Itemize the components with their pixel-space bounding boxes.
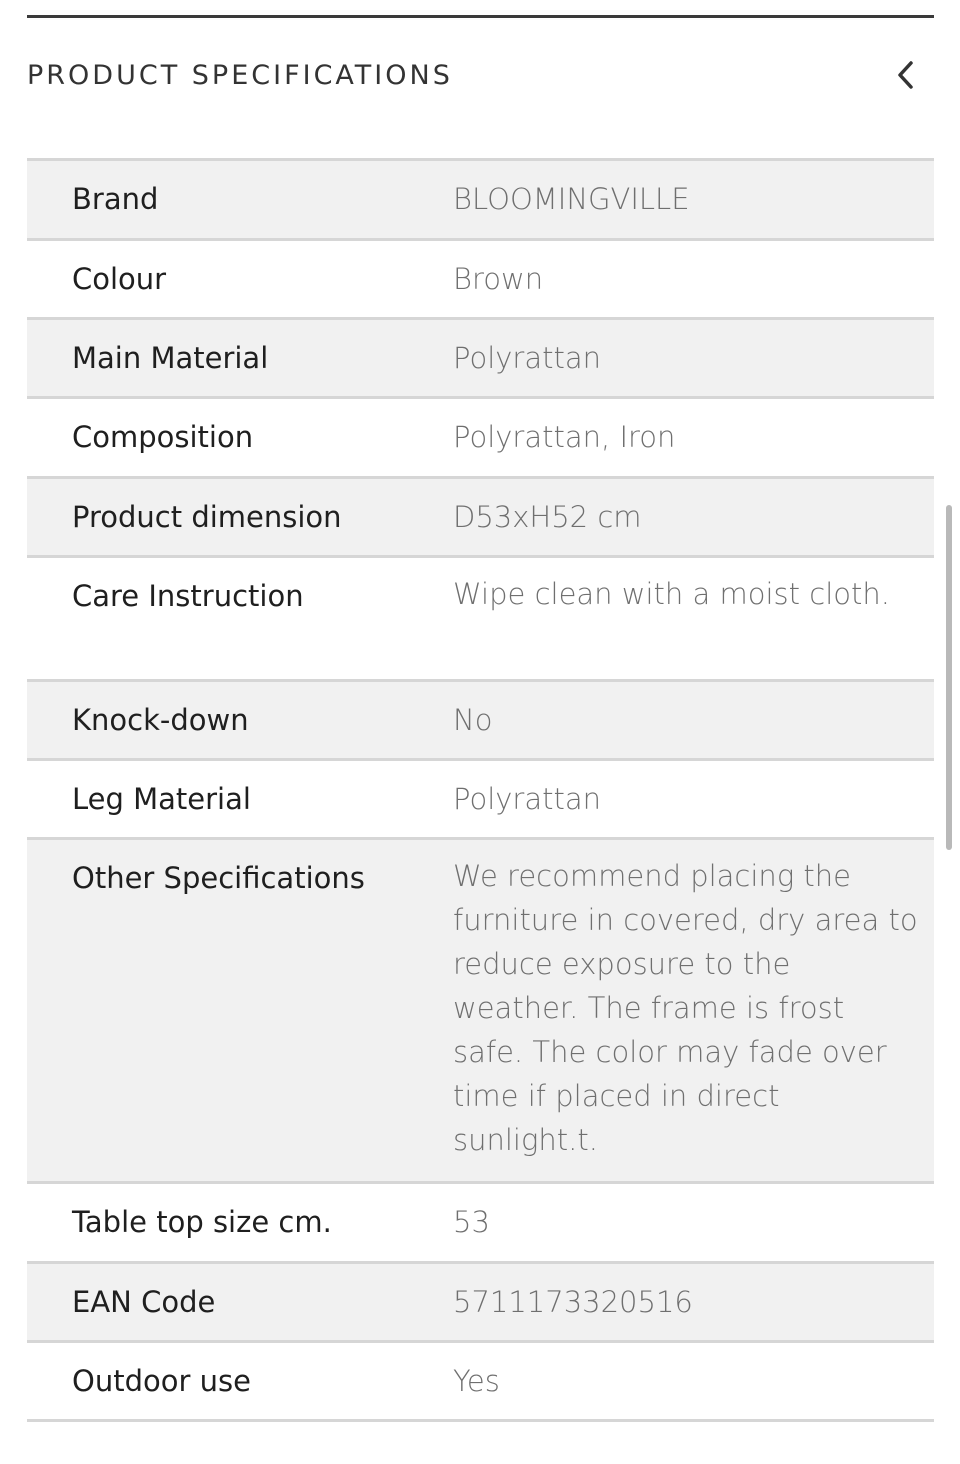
spec-value: We recommend placing the furniture in covered, dry area to reduce exposure to the weather. The frame is frost safe. The color may fade over time if placed in direct sunlight.t. <box>453 859 918 1157</box>
spec-label: Leg Material <box>72 782 251 816</box>
spec-row-care-instruction <box>27 558 934 682</box>
spec-label: Product dimension <box>72 500 342 534</box>
spec-row-main-material <box>27 320 934 399</box>
spec-label: Table top size cm. <box>72 1205 332 1239</box>
specifications-accordion-header[interactable] <box>27 18 934 138</box>
spec-row-brand <box>27 161 934 241</box>
spec-value: No <box>453 703 493 737</box>
spec-row-other-specifications <box>27 840 934 1184</box>
spec-value: Yes <box>453 1364 500 1398</box>
spec-row-leg-material <box>27 761 934 840</box>
spec-label: Brand <box>72 182 159 216</box>
section-title: PRODUCT SPECIFICATIONS <box>27 60 453 91</box>
spec-value: Brown <box>453 262 544 296</box>
spec-value: Wipe clean with a moist cloth. <box>453 577 890 611</box>
scrollbar[interactable] <box>946 505 952 850</box>
spec-value: BLOOMINGVILLE <box>453 182 690 216</box>
spec-label: Care Instruction <box>72 579 304 613</box>
spec-value: Polyrattan <box>453 782 602 816</box>
spec-row-knock-down <box>27 682 934 761</box>
spec-label: Colour <box>72 262 167 296</box>
spec-row-ean-code <box>27 1264 934 1343</box>
spec-label: Knock-down <box>72 703 249 737</box>
chevron-left-icon[interactable] <box>890 58 924 92</box>
spec-label: Main Material <box>72 341 269 375</box>
spec-label: Composition <box>72 420 254 454</box>
spec-value: 5711173320516 <box>453 1285 693 1319</box>
spec-value: Polyrattan, Iron <box>453 420 676 454</box>
spec-row-table-top-size <box>27 1184 934 1264</box>
spec-value: D53xH52 cm <box>453 500 642 534</box>
spec-label: Outdoor use <box>72 1364 251 1398</box>
spec-value: Polyrattan <box>453 341 602 375</box>
spec-value: 53 <box>453 1205 490 1239</box>
spec-label: Other Specifications <box>72 861 365 895</box>
spec-row-colour <box>27 241 934 320</box>
spec-row-composition <box>27 399 934 479</box>
spec-row-product-dimension <box>27 479 934 558</box>
specifications-table <box>27 158 934 1422</box>
spec-row-outdoor-use <box>27 1343 934 1422</box>
spec-label: EAN Code <box>72 1285 216 1319</box>
